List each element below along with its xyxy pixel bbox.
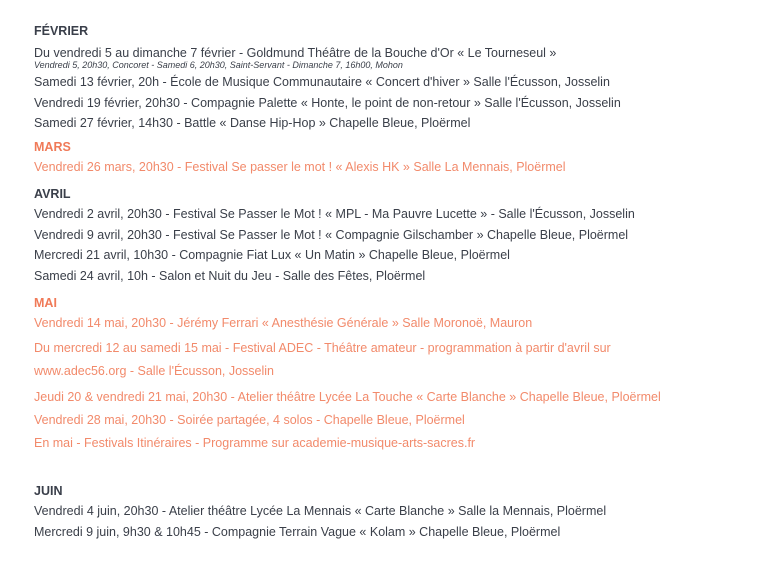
month-heading-mai: MAI xyxy=(34,296,57,310)
month-heading-juin: JUIN xyxy=(34,484,63,498)
event-item: Vendredi 14 mai, 20h30 - Jérémy Ferrari « Anesthésie Générale » Salle Moronoë, Mauron xyxy=(34,316,533,330)
event-item: Mercredi 9 juin, 9h30 & 10h45 - Compagnie Terrain Vague « Kolam » Chapelle Bleue, Ploërmel xyxy=(34,524,561,539)
event-item: Jeudi 20 & vendredi 21 mai, 20h30 - Atelier théâtre Lycée La Touche « Carte Blanche » Chapelle Bleue, Ploërmel xyxy=(34,390,661,404)
event-item: Du mercredi 12 au samedi 15 mai - Festival ADEC - Théâtre amateur - programmation à partir d'avril sur www.adec56.org - Salle l'Écusson, Josselin xyxy=(34,341,611,378)
event-item: Vendredi 2 avril, 20h30 - Festival Se Passer le Mot ! « MPL - Ma Pauvre Lucette » - Salle l'Écusson, Josselin xyxy=(34,207,635,221)
event-item: Vendredi 19 février, 20h30 - Compagnie Palette « Honte, le point de non-retour » Salle l'Écusson, Josselin xyxy=(34,95,621,110)
event-item: En mai - Festivals Itinéraires - Programme sur academie-musique-arts-sacres.fr xyxy=(34,436,476,450)
event-item: Samedi 24 avril, 10h - Salon et Nuit du Jeu - Salle des Fêtes, Ploërmel xyxy=(34,268,426,283)
event-item: Samedi 27 février, 14h30 - Battle « Danse Hip-Hop » Chapelle Bleue, Ploërmel xyxy=(34,116,471,130)
section-avril xyxy=(34,186,754,286)
section-mai xyxy=(34,295,754,455)
event-item: Vendredi 28 mai, 20h30 - Soirée partagée, 4 solos - Chapelle Bleue, Ploërmel xyxy=(34,413,465,427)
event-item: Mercredi 21 avril, 10h30 - Compagnie Fiat Lux « Un Matin » Chapelle Bleue, Ploërmel xyxy=(34,248,510,262)
section-juin xyxy=(34,483,754,542)
event-item: Du vendredi 5 au dimanche 7 février - Goldmund Théâtre de la Bouche d'Or « Le Tourneseul » xyxy=(34,46,557,60)
event-subnote: Vendredi 5, 20h30, Concoret - Samedi 6, 20h30, Saint-Servant - Dimanche 7, 16h00, Mohon xyxy=(34,60,403,70)
event-item: Samedi 13 février, 20h - École de Musique Communautaire « Concert d'hiver » Salle l'Écusson, Josselin xyxy=(34,75,610,89)
month-heading-avril: AVRIL xyxy=(34,187,71,201)
section-fevrier xyxy=(34,23,754,134)
event-calendar xyxy=(34,23,754,542)
event-item: Vendredi 26 mars, 20h30 - Festival Se passer le mot ! « Alexis HK » Salle La Mennais, Ploërmel xyxy=(34,159,566,174)
month-heading-fevrier: FÉVRIER xyxy=(34,24,89,38)
event-item: Vendredi 9 avril, 20h30 - Festival Se Passer le Mot ! « Compagnie Gilschamber » Chapelle Bleue, Ploërmel xyxy=(34,227,629,242)
month-heading-mars: MARS xyxy=(34,139,71,154)
event-item: Vendredi 4 juin, 20h30 - Atelier théâtre Lycée La Mennais « Carte Blanche » Salle la Mennais, Ploërmel xyxy=(34,504,607,518)
section-mars xyxy=(34,139,754,178)
